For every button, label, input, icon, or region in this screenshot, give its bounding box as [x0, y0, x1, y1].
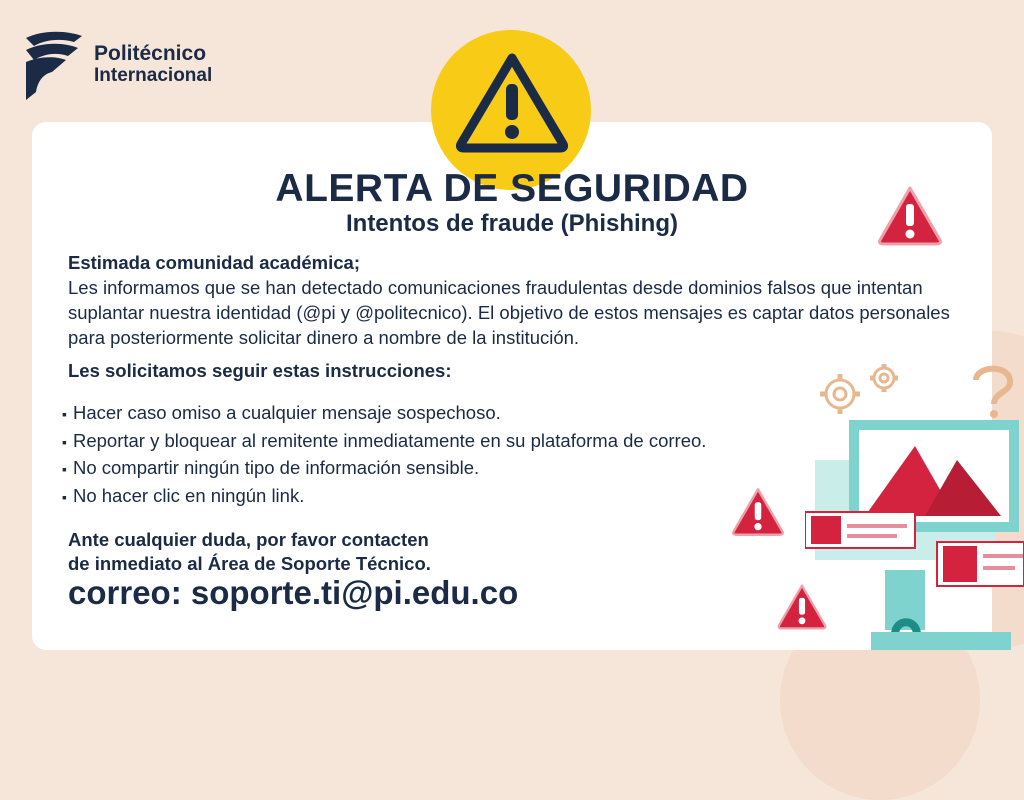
list-item: ▪ No hacer clic en ningún link. — [62, 483, 706, 511]
contact-note — [68, 528, 431, 576]
warning-triangle-icon — [455, 50, 569, 154]
list-item: ▪ Hacer caso omiso a cualquier mensaje sospechoso. — [62, 400, 706, 428]
brand-logo — [22, 28, 212, 100]
brand-name-line1: Politécnico — [94, 42, 207, 65]
support-email[interactable]: correo: soporte.ti@pi.edu.co — [68, 574, 519, 611]
greeting: Estimada comunidad académica; — [68, 252, 360, 273]
alert-title: ALERTA DE SEGURIDAD — [275, 167, 749, 210]
contact-line1: Ante cualquier duda, por favor contacten — [68, 529, 429, 550]
gear-icon — [812, 362, 907, 422]
alert-badge-icon — [730, 486, 786, 538]
logo-mark-icon — [22, 28, 86, 100]
list-item: ▪ No compartir ningún tipo de información sensible. — [62, 455, 706, 483]
monitor-icon — [805, 420, 1024, 660]
alert-badge-icon — [776, 582, 828, 632]
question-mark-icon — [968, 360, 1024, 420]
contact-line2: de inmediato al Área de Soporte Técnico. — [68, 553, 431, 574]
instructions-list — [62, 400, 706, 510]
brand-name-line2: Internacional — [94, 65, 213, 86]
list-item: ▪ Reportar y bloquear al remitente inmediatamente en su plataforma de correo. — [62, 428, 706, 456]
intro-paragraph: Les informamos que se han detectado comunicaciones fraudulentas desde dominios falsos que intentan suplantar nuestra identidad (@pi y @politecnico). El objetivo de estos mensajes es captar datos personales para posteriormente solicitar dinero a nombre de la institución. — [68, 277, 950, 348]
alert-subtitle: Intentos de fraude (Phishing) — [345, 210, 678, 237]
instructions-heading: Les solicitamos seguir estas instrucciones: — [68, 360, 452, 381]
